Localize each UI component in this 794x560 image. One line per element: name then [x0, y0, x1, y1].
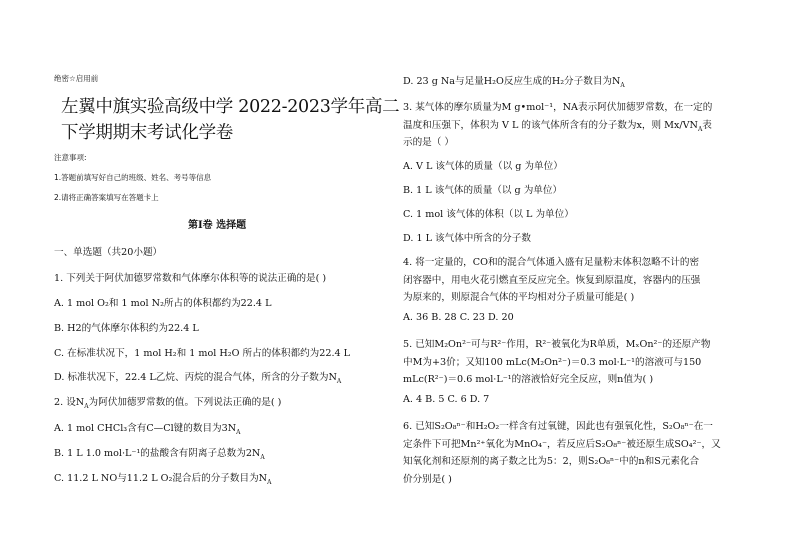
q4-line-3: 为原来的，则原混合气体的平均相对分子质量可能是( ) [403, 292, 635, 303]
section-title: 第Ⅰ卷 选择题 [188, 220, 247, 231]
q2-stem: 2. 设$N_A$为阿伏加德罗常数的值。下列说法正确的是( ) [54, 397, 282, 410]
q5-options: A. 4 B. 5 C. 6 D. 7 [403, 394, 490, 405]
q5-line-1: 5. 已知M₂On²⁻可与R²⁻作用，R²⁻被氧化为R单质，MₓOn²⁻的还原产物 [403, 339, 711, 350]
q6-line-2: 定条件下可把Mn²⁺氧化为MnO₄⁻，若反应后S₂O₈ⁿ⁻被还原生成SO₄²⁻，又 [403, 439, 721, 450]
q3-option-c: C. 1 mol 该气体的体积（以 L 为单位） [403, 209, 574, 220]
q6-line-1: 6. 已知S₂O₈ⁿ⁻和H₂O₂一样含有过氧键，因此也有强氧化性，S₂O₈ⁿ⁻在一 [403, 421, 713, 432]
q2-option-b: B. 1 L 1.0 mol·L⁻¹的盐酸含有阴离子总数为$2N_A$ [54, 448, 265, 461]
q1-option-c: C. 在标准状况下，1 mol H₂和 1 mol H₂O 所占的体积都约为22.4 L [54, 348, 351, 359]
q3-option-d: D. 1 L 该气体中所含的分子数 [403, 233, 531, 244]
q3-option-a: A. V L 该气体的质量（以 g 为单位） [403, 161, 563, 172]
q5-line-3: mLc(R²⁻)＝0.6 mol·L⁻¹的溶液恰好完全反应，则n值为( ) [403, 374, 654, 385]
q2-option-c: C. 11.2 L NO与11.2 L O₂混合后的分子数目为$N_A$ [54, 473, 272, 486]
q4-line-2: 闭容器中，用电火花引燃直至反应完全。恢复到原温度，容器内的压强 [403, 275, 701, 286]
notes-item-1: 1.答题前填写好自己的班级、姓名、考号等信息 [54, 173, 212, 182]
q6-line-4: 价分别是( ) [403, 474, 452, 485]
q3-option-b: B. 1 L 该气体的质量（以 g 为单位） [403, 185, 563, 196]
q1-option-a: A. 1 mol O₂和 1 mol N₂所占的体积都约为22.4 L [54, 298, 272, 309]
q1-stem: 1. 下列关于阿伏加德罗常数和气体摩尔体积等的说法正确的是( ) [54, 273, 327, 284]
q4-line-1: 4. 将一定量的，CO和的混合气体通入盛有足量粉末体积忽略不计的密 [403, 257, 700, 268]
q2-option-a: A. 1 mol CHCl₃含有C—Cl键的数目为$3N_A$ [54, 423, 241, 436]
q5-line-2: 中M为+3价；又知100 mLc(M₂On²⁻)＝0.3 mol·L⁻¹的溶液可与150 [403, 357, 702, 368]
exam-title-line2: 下学期期末考试化学卷 [61, 123, 233, 143]
q3-line-2: 温度和压强下，体积为 V L 的该气体所含有的分子数为x，则 $Mx/VN_A$表 [403, 120, 712, 133]
q4-options: A. 36 B. 28 C. 23 D. 20 [403, 312, 514, 323]
q2-option-d: D. 23 g Na与足量H₂O反应生成的H₂分子数目为$N_A$ [403, 76, 625, 89]
exam-title-line1: 左翼中旗实验高级中学 2022-2023学年高二 [61, 97, 400, 117]
q3-line-3: 示的是（ ） [403, 137, 455, 148]
notes-item-2: 2.请将正确答案填写在答题卡上 [54, 193, 159, 202]
q3-line-1: 3. 某气体的摩尔质量为M g•mol⁻¹，NA表示阿伏加德罗常数，在一定的 [403, 102, 713, 113]
q6-line-3: 知氧化剂和还原剂的离子数之比为5：2，则S₂O₈ⁿ⁻中的n和S元素化合 [403, 456, 700, 467]
q1-option-d: D. 标准状况下，22.4 L乙烷、丙烷的混合气体，所含的分子数为$N_A$ [54, 372, 342, 385]
q1-option-b: B. H2的气体摩尔体积约为22.4 L [54, 323, 199, 334]
secret-label: 绝密☆启用前 [54, 74, 99, 83]
part-title: 一、单选题（共20小题） [54, 247, 163, 258]
notes-heading: 注意事项: [54, 153, 87, 162]
